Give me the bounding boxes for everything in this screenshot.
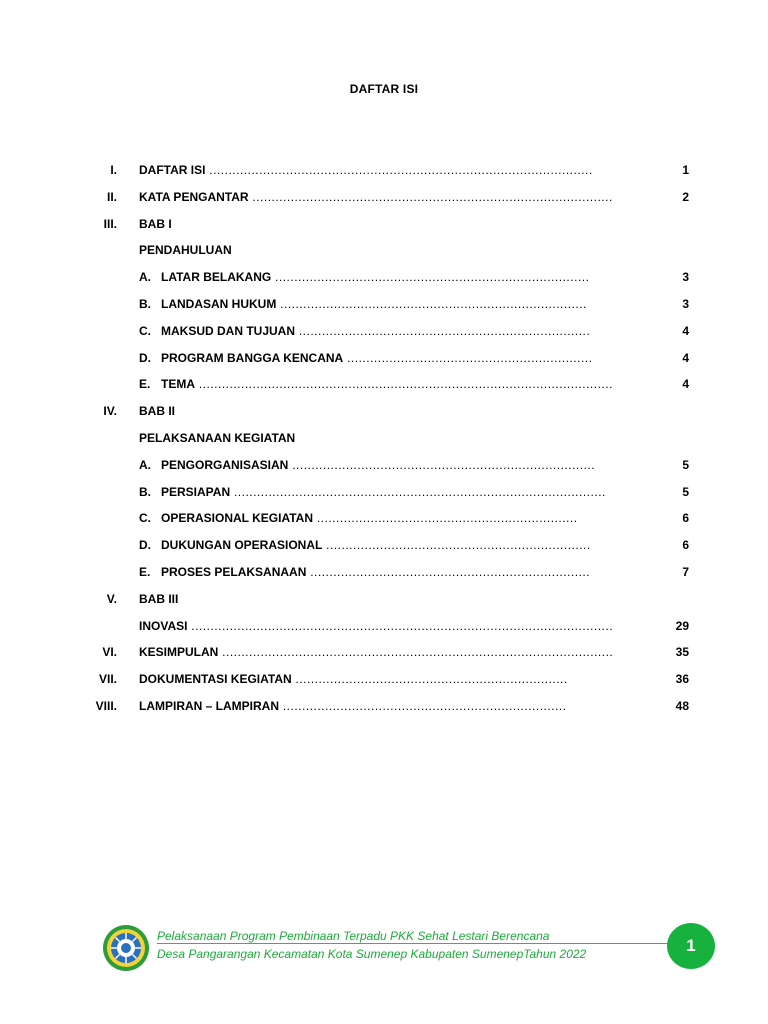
page-number-badge: 1 [667,923,715,969]
toc-entry [139,562,639,582]
toc-leader-dots: ............................................................................................................ [195,377,613,392]
toc-chapter-number: V. [106,591,117,606]
toc-subsection-letter: A. [139,457,151,472]
toc-page-number: 4 [682,350,689,365]
toc-row [0,187,768,207]
toc-chapter-number: VII. [98,672,117,687]
toc-entry-label: BAB I [139,216,172,231]
toc-page-number: 5 [682,457,689,472]
toc-entry-label: DOKUMENTASI KEGIATAN [139,672,292,687]
toc-row [0,240,768,260]
toc-row [0,401,768,421]
toc-entry [139,160,639,180]
footer-divider [157,943,669,944]
toc-entry-label: LAMPIRAN – LAMPIRAN [139,699,279,713]
toc-row [0,348,768,368]
toc-page-number: 48 [675,699,689,713]
toc-page-number: 5 [682,484,689,499]
toc-entry-label: PERSIAPAN [161,484,231,499]
toc-leader-dots: ............................................................................... [288,457,596,472]
toc-page-number: 2 [682,189,689,204]
toc-leader-dots: ..................................................................... [322,538,591,553]
toc-entry-label: PROGRAM BANGGA KENCANA [161,350,344,365]
toc-entry-label: INOVASI [139,618,188,633]
toc-entry [139,348,639,368]
toc-chapter-number: III. [103,216,117,231]
toc-row [0,455,768,475]
toc-row [0,535,768,555]
toc-leader-dots: .................................................................................................... [205,163,593,177]
toc-leader-dots: .................................................................................. [271,270,590,285]
toc-row [0,267,768,287]
toc-page-number: 35 [675,645,689,660]
toc-subsection-letter: A. [139,270,151,285]
toc-page-number: 3 [682,270,689,285]
toc-entry [139,642,639,662]
regency-emblem-icon [101,923,151,973]
toc-leader-dots: ................................................................................ [276,297,587,311]
toc-entry-label: DUKUNGAN OPERASIONAL [161,538,323,553]
toc-entry [139,374,639,394]
toc-subsection-letter: D. [139,538,151,553]
toc-entry-label: PELAKSANAAN KEGIATAN [139,431,296,445]
toc-entry [139,428,639,448]
toc-entry [139,482,639,502]
footer-program-title: Pelaksanaan Program Pembinaan Terpadu PKK Sehat Lestari Berencana [157,929,550,943]
toc-row [0,508,768,528]
toc-page-number: 7 [682,565,689,579]
toc-page-number: 36 [675,672,689,687]
toc-leader-dots: .............................................................................................. [248,189,613,204]
toc-entry [139,294,639,314]
toc-entry [139,321,639,341]
toc-leader-dots: ......................................................................... [306,565,591,579]
toc-page-number: 6 [682,538,689,553]
toc-row [0,374,768,394]
toc-entry-label: DAFTAR ISI [139,163,206,177]
toc-page-number: 1 [682,163,689,177]
toc-entry-label: TEMA [161,377,195,392]
toc-subsection-letter: C. [139,511,151,526]
toc-entry-label: BAB III [139,591,179,606]
toc-subsection-letter: D. [139,350,151,365]
toc-entry [139,267,639,287]
toc-entry-label: KATA PENGANTAR [139,189,249,204]
toc-row [0,482,768,502]
toc-entry [139,589,639,609]
toc-entry [139,696,639,716]
toc-entry-label: BAB II [139,404,175,419]
toc-leader-dots: .................................................................... [313,511,578,526]
toc-subsection-letter: E. [139,377,151,392]
toc-subsection-letter: B. [139,297,151,311]
toc-row [0,696,768,716]
toc-entry-label: PROSES PELAKSANAAN [161,565,307,579]
toc-page-number: 3 [682,297,689,311]
toc-subsection-letter: B. [139,484,151,499]
page-title: DAFTAR ISI [349,82,419,96]
toc-subsection-letter: E. [139,565,151,579]
toc-entry [139,669,639,689]
toc-row [0,294,768,314]
toc-chapter-number: IV. [103,404,117,419]
toc-chapter-number: VIII. [95,699,117,713]
toc-entry [139,616,639,636]
toc-leader-dots: .............................................................................................................. [187,618,614,633]
toc-row [0,669,768,689]
toc-leader-dots: ................................................................................................. [230,484,606,499]
toc-leader-dots: ............................................................................ [295,323,591,338]
toc-leader-dots: ...................................................................................................... [218,645,614,660]
toc-leader-dots: ................................................................ [343,350,593,365]
toc-chapter-number: I. [110,163,117,177]
toc-entry [139,401,639,421]
toc-row [0,616,768,636]
toc-entry [139,508,639,528]
toc-entry-label: OPERASIONAL KEGIATAN [161,511,314,526]
toc-row [0,160,768,180]
toc-page-number: 4 [682,377,689,392]
footer-location-year: Desa Pangarangan Kecamatan Kota Sumenep Kabupaten SumenepTahun 2022 [157,947,587,961]
toc-chapter-number: II. [106,189,117,204]
toc-entry-label: LATAR BELAKANG [161,270,272,285]
toc-entry-label: KESIMPULAN [139,645,219,660]
toc-chapter-number: VI. [102,645,117,660]
toc-leader-dots: ....................................................................... [291,672,568,687]
toc-entry [139,455,639,475]
toc-row [0,214,768,234]
toc-entry [139,535,639,555]
page-footer [0,920,768,980]
toc-row [0,321,768,341]
toc-leader-dots: .......................................................................... [279,699,567,713]
toc-row [0,589,768,609]
toc-row [0,642,768,662]
toc-entry-label: LANDASAN HUKUM [161,297,277,311]
toc-entry [139,240,639,260]
toc-page-number: 6 [682,511,689,526]
toc-subsection-letter: C. [139,323,151,338]
toc-entry-label: PENGORGANISASIAN [161,457,289,472]
toc-entry [139,187,639,207]
toc-page-number: 4 [682,323,689,338]
toc-row [0,562,768,582]
toc-entry-label: PENDAHULUAN [139,243,232,258]
toc-entry-label: MAKSUD DAN TUJUAN [161,323,295,338]
toc-entry [139,214,639,234]
toc-page-number: 29 [675,618,689,633]
toc-row [0,428,768,448]
